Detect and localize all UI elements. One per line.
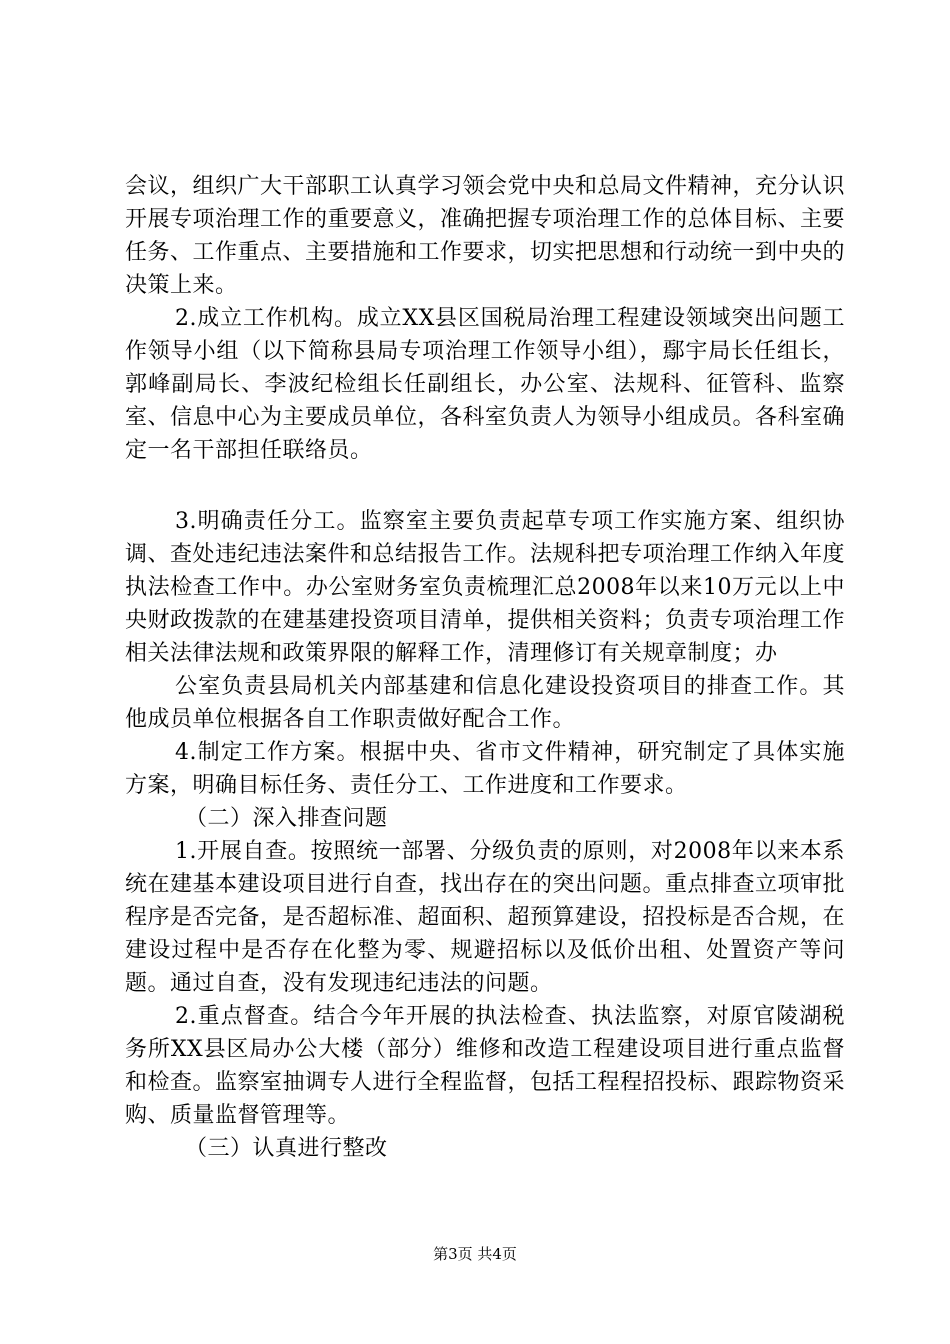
page-footer: 第3页 共4页: [433, 1245, 517, 1263]
section-heading-investigate: （二）深入排查问题: [185, 806, 388, 831]
section-heading-rectification: （三）认真进行整改: [185, 1136, 388, 1161]
paragraph-key-supervision: 2.重点督查。结合今年开展的执法检查、执法监察，对原官陵湖税务所XX县区局办公大楼（部分）维修和改造工程建设项目进行重点监督和检查。监察室抽调专人进行全程监督，包括工程程招投标、跟踪物资采购、质量监督管理等。: [125, 1004, 846, 1128]
document-body: [125, 170, 845, 1165]
paragraph-self-inspection: 1.开展自查。按照统一部署、分级负责的原则，对2008年以来本系统在建基本建设项目进行自查，找出存在的突出问题。重点排查立项审批程序是否完备，是否超标准、超面积、超预算建设，招投标是否合规，在建设过程中是否存在化整为零、规避招标以及低价出租、处置资产等问题。通过自查，没有发现违纪违法的问题。: [125, 839, 846, 996]
paragraph-office-responsibilities: 公室负责县局机关内部基建和信息化建设投资项目的排查工作。其他成员单位根据各自工作职责做好配合工作。: [125, 674, 845, 732]
paragraph-clarify-responsibilities: 3.明确责任分工。监察室主要负责起草专项工作实施方案、组织协调、查处违纪违法案件和总结报告工作。法规科把专项治理工作纳入年度执法检查工作中。办公室财务室负责梳理汇总2008年以来10万元以上中央财政拨款的在建基建投资项目清单，提供相关资料；负责专项治理工作相关法律法规和政策界限的解释工作，清理修订有关规章制度；办: [125, 509, 846, 666]
paragraph-continuation: 会议，组织广大干部职工认真学习领会党中央和总局文件精神，充分认识开展专项治理工作的重要意义，准确把握专项治理工作的总体目标、主要任务、工作重点、主要措施和工作要求，切实把思想和行动统一到中央的决策上来。: [125, 174, 846, 298]
paragraph-work-plan: 4.制定工作方案。根据中央、省市文件精神，研究制定了具体实施方案，明确目标任务、责任分工、工作进度和工作要求。: [125, 740, 845, 798]
paragraph-establish-organization: 2.成立工作机构。成立XX县区国税局治理工程建设领域突出问题工作领导小组（以下简称县局专项治理工作领导小组），鄢宇局长任组长，郭峰副局长、李波纪检组长任副组长，办公室、法规科、征管科、监察室、信息中心为主要成员单位，各科室负责人为领导小组成员。各科室确定一名干部担任联络员。: [125, 306, 846, 463]
